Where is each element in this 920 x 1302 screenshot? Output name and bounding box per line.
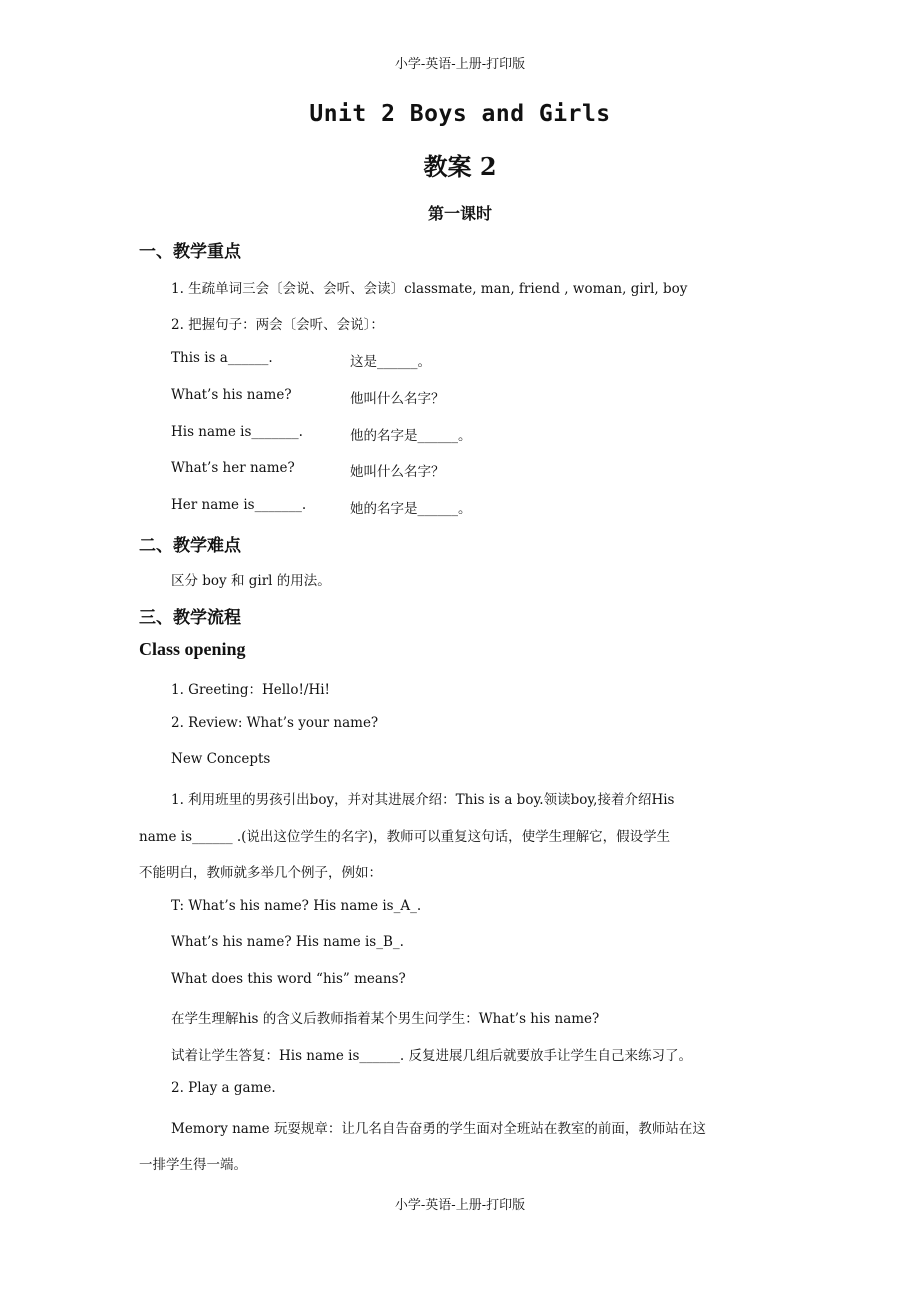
procedure-line: What’s his name? His name is_B_.	[171, 934, 404, 950]
key-point-vocabulary: 1. 生疏单词三会〔会说、会听、会读〕classmate, man, friend , woman, girl, boy	[171, 281, 688, 297]
section-heading-key-points: 一、教学重点	[139, 242, 241, 262]
procedure-line: name is______ .(说出这位学生的名字)，教师可以重复这句话，使学生理解它，假设学生	[139, 829, 671, 845]
procedure-line: 2. Review: What’s your name?	[171, 715, 379, 731]
lesson-label: 第一课时	[427, 204, 492, 223]
procedure-line: 不能明白，教师就多举几个例子，例如：	[139, 865, 382, 881]
document-title: Unit 2 Boys and Girls	[309, 101, 611, 127]
sentence-zh: 他的名字是______。	[350, 428, 472, 444]
sentence-en: What’s her name?	[171, 460, 295, 476]
procedure-line: 试着让学生答复：His name is______. 反复进展几组后就要放手让学生自己来练习了。	[171, 1048, 692, 1064]
sentence-en: His name is_______.	[171, 424, 303, 440]
document-subtitle: 教案 2	[423, 152, 497, 181]
procedure-line: 2. Play a game.	[171, 1080, 276, 1096]
sentence-zh: 她的名字是______。	[350, 501, 472, 517]
section-heading-difficulties: 二、教学难点	[139, 536, 241, 556]
procedure-line: 一排学生得一端。	[139, 1157, 247, 1173]
sentence-en: This is a______.	[171, 350, 273, 366]
procedure-line: 1. 利用班里的男孩引出boy，并对其进展介绍：This is a boy.领读boy,接着介绍His	[171, 792, 675, 808]
procedure-line: 在学生理解his 的含义后教师指着某个男生问学生：What’s his name?	[171, 1011, 600, 1027]
sentence-zh: 她叫什么名字？	[350, 464, 445, 480]
sentence-zh: 他叫什么名字？	[350, 391, 445, 407]
class-opening-heading: Class opening	[139, 639, 246, 659]
procedure-line: What does this word “his” means?	[171, 971, 406, 987]
difficulty-text: 区分 boy 和 girl 的用法。	[171, 573, 331, 589]
sentence-en: Her name is_______.	[171, 497, 307, 513]
procedure-line: New Concepts	[171, 751, 271, 767]
page-footer: 小学-英语-上册-打印版	[394, 1198, 526, 1213]
sentence-en: What’s his name?	[171, 387, 292, 403]
procedure-line: T: What’s his name? His name is_A_.	[171, 898, 422, 914]
page-header: 小学-英语-上册-打印版	[394, 57, 526, 72]
sentence-zh: 这是______。	[350, 354, 431, 370]
procedure-line: Memory name 玩耍规章：让几名自告奋勇的学生面对全班站在教室的前面，教师站在这	[171, 1121, 706, 1137]
key-point-sentences: 2. 把握句子：两会〔会听、会说〕：	[171, 317, 384, 333]
procedure-line: 1. Greeting：Hello!/Hi!	[171, 682, 330, 698]
section-heading-procedure: 三、教学流程	[139, 608, 241, 628]
